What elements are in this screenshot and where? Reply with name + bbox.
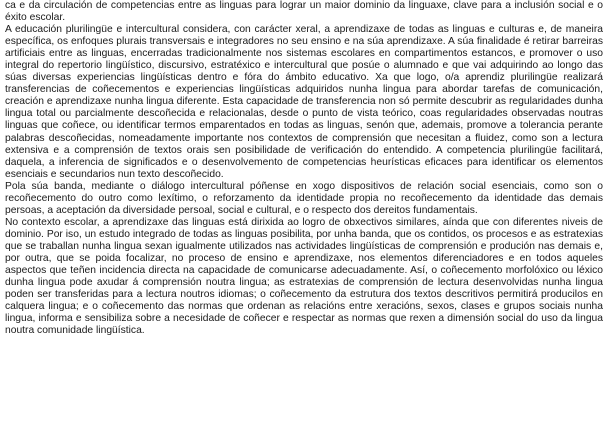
paragraph-plurilingual-education: A educación plurilingüe e intercultural considera, con carácter xeral, a aprendizaxe de todas as linguas e culturas e, de maneira específica, os enfoques plurais transversais e integradores no seu ensino e na súa aprendizaxe. A súa finalidade é retirar barreiras artificiais entre as linguas, encerradas tradicionalmente nos sistemas escolares en compartimentos estancos, e promover o uso integral do repertorio lingüístico, discursivo, estratéxico e intercultural que posúe o alumnado e que vai adquirindo ao longo das súas diversas experiencias lingüísticas dentro e fóra do ámbito educativo. Xa que logo, o/a aprendiz plurilingüe realizará transferencias de coñecementos e experiencias lingüísticas adquiridos nunha lingua para abordar tarefas de comunicación, creación e aprendizaxe nunha lingua diferente. Esta capacidade de transferencia non só permite descubrir as regularidades dunha lingua total ou parcialmente descoñecida e relacionalas, desde o punto de vista teórico, coas regularidades observadas noutras linguas que coñece, ou identificar termos emparentados en todas as linguas, senón que, ademais, promove a tolerancia perante palabras descoñecidas, nomeadamente importante nos contextos de comprensión que necesitan a fluidez, como son a lectura extensiva e a comprensión de textos orais sen posibilidade de verificación do entendido. A competencia plurilingüe facilitará, daquela, a inferencia de significados e o desenvolvemento de competencias heurísticas eficaces para identificar os elementos esenciais e secundarios nun texto descoñecido.: [5, 24, 603, 180]
paragraph-continuation: ca e da circulación de competencias entre as linguas para lograr un maior dominio da linguaxe, clave para a inclusión social e o éxito escolar.: [5, 0, 603, 24]
paragraph-intercultural-dialogue: Pola súa banda, mediante o diálogo intercultural póñense en xogo dispositivos de relación social esenciais, como son o recoñecemento do outro como lexítimo, o reforzamento da identidade propia no recoñecemento da identidade das demais persoas, a aceptación da diversidade persoal, social e cultural, e o respecto dos dereitos fundamentais.: [5, 180, 603, 216]
paragraph-school-context: No contexto escolar, a aprendizaxe das linguas está dirixida ao logro de obxectivos similares, aínda que con diferentes niveis de dominio. Por iso, un estudo integrado de todas as linguas posibilita, por unha banda, que os contidos, os procesos e as estratexias que se traballan nunha lingua sexan igualmente utilizados nas actividades lingüísticas de comprensión e produción nas demais e, por outra, que se poida focalizar, no proceso de ensino e aprendizaxe, nos elementos diferenciadores e en todos aqueles aspectos que teñen incidencia directa na capacidade de comunicarse adecuadamente. Así, o coñecemento morfolóxico ou léxico dunha lingua pode axudar á comprensión noutra lingua; as estratexias de comprensión de lectura desenvolvidas nunha lingua poden ser transferidas para a lectura noutros idiomas; o coñecemento da estrutura dos textos descritivos permitirá producilos en calquera lingua; e o coñecemento das normas que ordenan as relacións entre xeracións, sexos, clases e grupos sociais nunha lingua, informa e sensibiliza sobre a necesidade de coñecer e respectar as normas que rexen a dimensión social do uso da lingua noutra comunidade lingüística.: [5, 216, 603, 337]
